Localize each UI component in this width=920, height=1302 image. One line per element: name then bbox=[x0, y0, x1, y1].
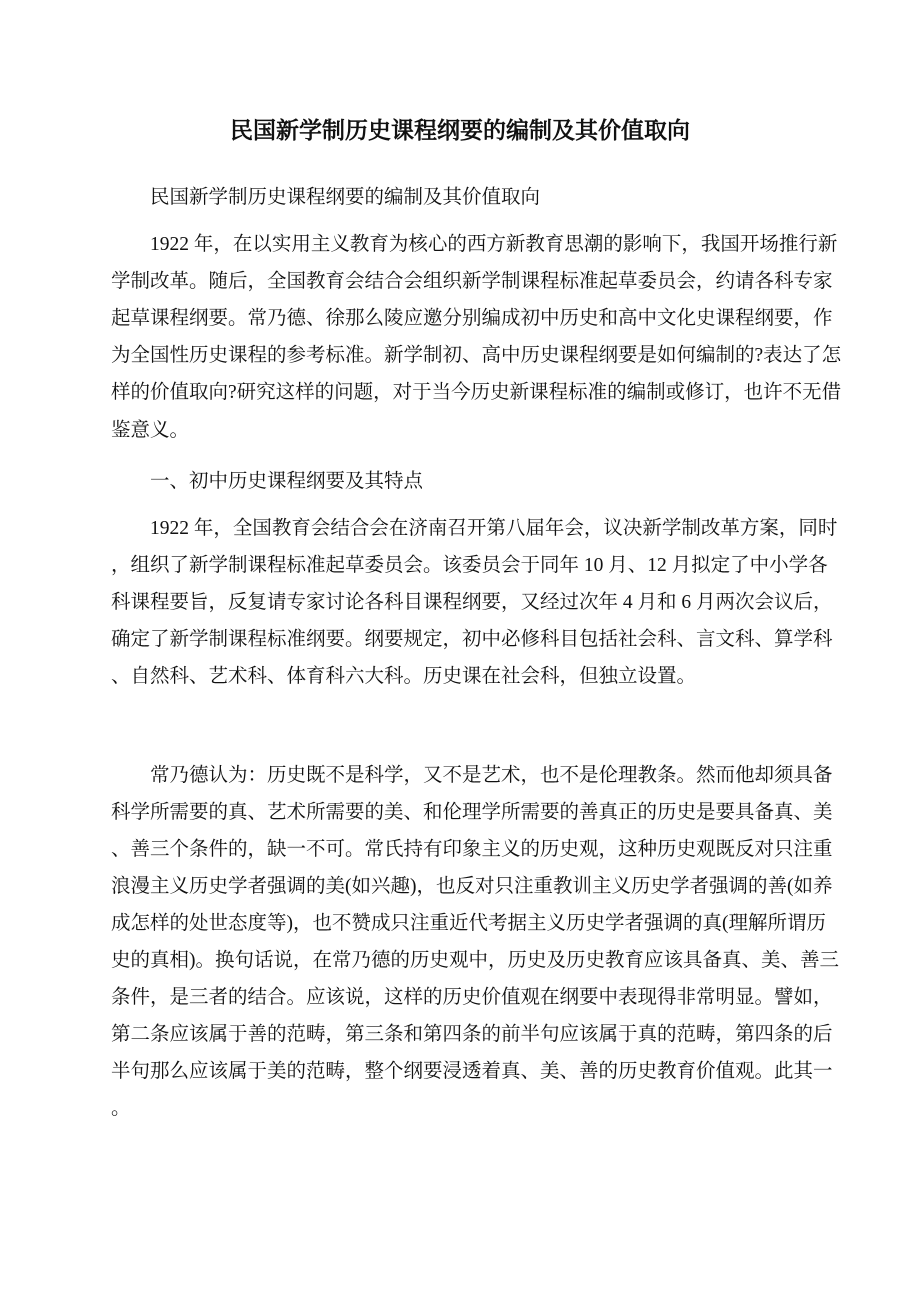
paragraph-line: 、自然科、艺术科、体育科六大科。历史课在社会科，但独立设置。 bbox=[111, 666, 697, 687]
paragraph-line: 浪漫主义历史学者强调的美(如兴趣)，也反对只注重教训主义历史学者强调的善(如养 bbox=[111, 876, 833, 897]
paragraph-line: 1922 年，全国教育会结合会在济南召开第八届年会，议决新学制改革方案，同时 bbox=[150, 518, 838, 539]
paragraph-line: 成怎样的处世态度等)，也不赞成只注重近代考据主义历史学者强调的真(理解所谓历 bbox=[111, 913, 826, 934]
paragraph-line: 科学所需要的真、艺术所需要的美、和伦理学所需要的善真正的历史是要具备真、美 bbox=[111, 802, 833, 823]
paragraph-line: 学制改革。随后，全国教育会结合会组织新学制课程标准起草委员会，约请各科专家 bbox=[111, 271, 833, 292]
paragraph-line: 。 bbox=[111, 1098, 131, 1119]
paragraph-line: 1922 年，在以实用主义教育为核心的西方新教育思潮的影响下，我国开场推行新 bbox=[150, 234, 838, 255]
document-title: 民国新学制历史课程纲要的编制及其价值取向 bbox=[230, 118, 690, 143]
paragraph-line: 史的真相)。换句话说，在常乃德的历史观中，历史及历史教育应该具备真、美、善三 bbox=[111, 950, 839, 971]
paragraph-line: 确定了新学制课程标准纲要。纲要规定，初中必修科目包括社会科、言文科、算学科 bbox=[111, 629, 833, 650]
paragraph-line: 常乃德认为：历史既不是科学，又不是艺术，也不是伦理教条。然而他却须具备 bbox=[150, 765, 833, 786]
section-heading: 一、初中历史课程纲要及其特点 bbox=[150, 471, 424, 492]
paragraph-line: 样的价值取向?研究这样的问题，对于当今历史新课程标准的编制或修订，也许不无借 bbox=[111, 382, 842, 403]
paragraph-line: ，组织了新学制课程标准起草委员会。该委员会于同年 10 月、12 月拟定了中小学各 bbox=[111, 555, 828, 576]
paragraph-line: 半句那么应该属于美的范畴，整个纲要浸透着真、美、善的历史教育价值观。此其一 bbox=[111, 1061, 833, 1082]
paragraph-line: 起草课程纲要。常乃德、徐那么陵应邀分别编成初中历史和高中文化史课程纲要，作 bbox=[111, 308, 833, 329]
paragraph-line: 条件，是三者的结合。应该说，这样的历史价值观在纲要中表现得非常明显。譬如， bbox=[111, 987, 833, 1008]
paragraph-line: 、善三个条件的，缺一不可。常氏持有印象主义的历史观，这种历史观既反对只注重 bbox=[111, 839, 833, 860]
paragraph-line: 第二条应该属于善的范畴，第三条和第四条的前半句应该属于真的范畴，第四条的后 bbox=[111, 1024, 833, 1045]
paragraph-line: 科课程要旨，反复请专家讨论各科目课程纲要，又经过次年 4 月和 6 月两次会议后， bbox=[111, 592, 833, 613]
paragraph-line: 鉴意义。 bbox=[111, 420, 190, 441]
paragraph-line: 为全国性历史课程的参考标准。新学制初、高中历史课程纲要是如何编制的?表达了怎 bbox=[111, 345, 842, 366]
subtitle: 民国新学制历史课程纲要的编制及其价值取向 bbox=[150, 187, 541, 208]
